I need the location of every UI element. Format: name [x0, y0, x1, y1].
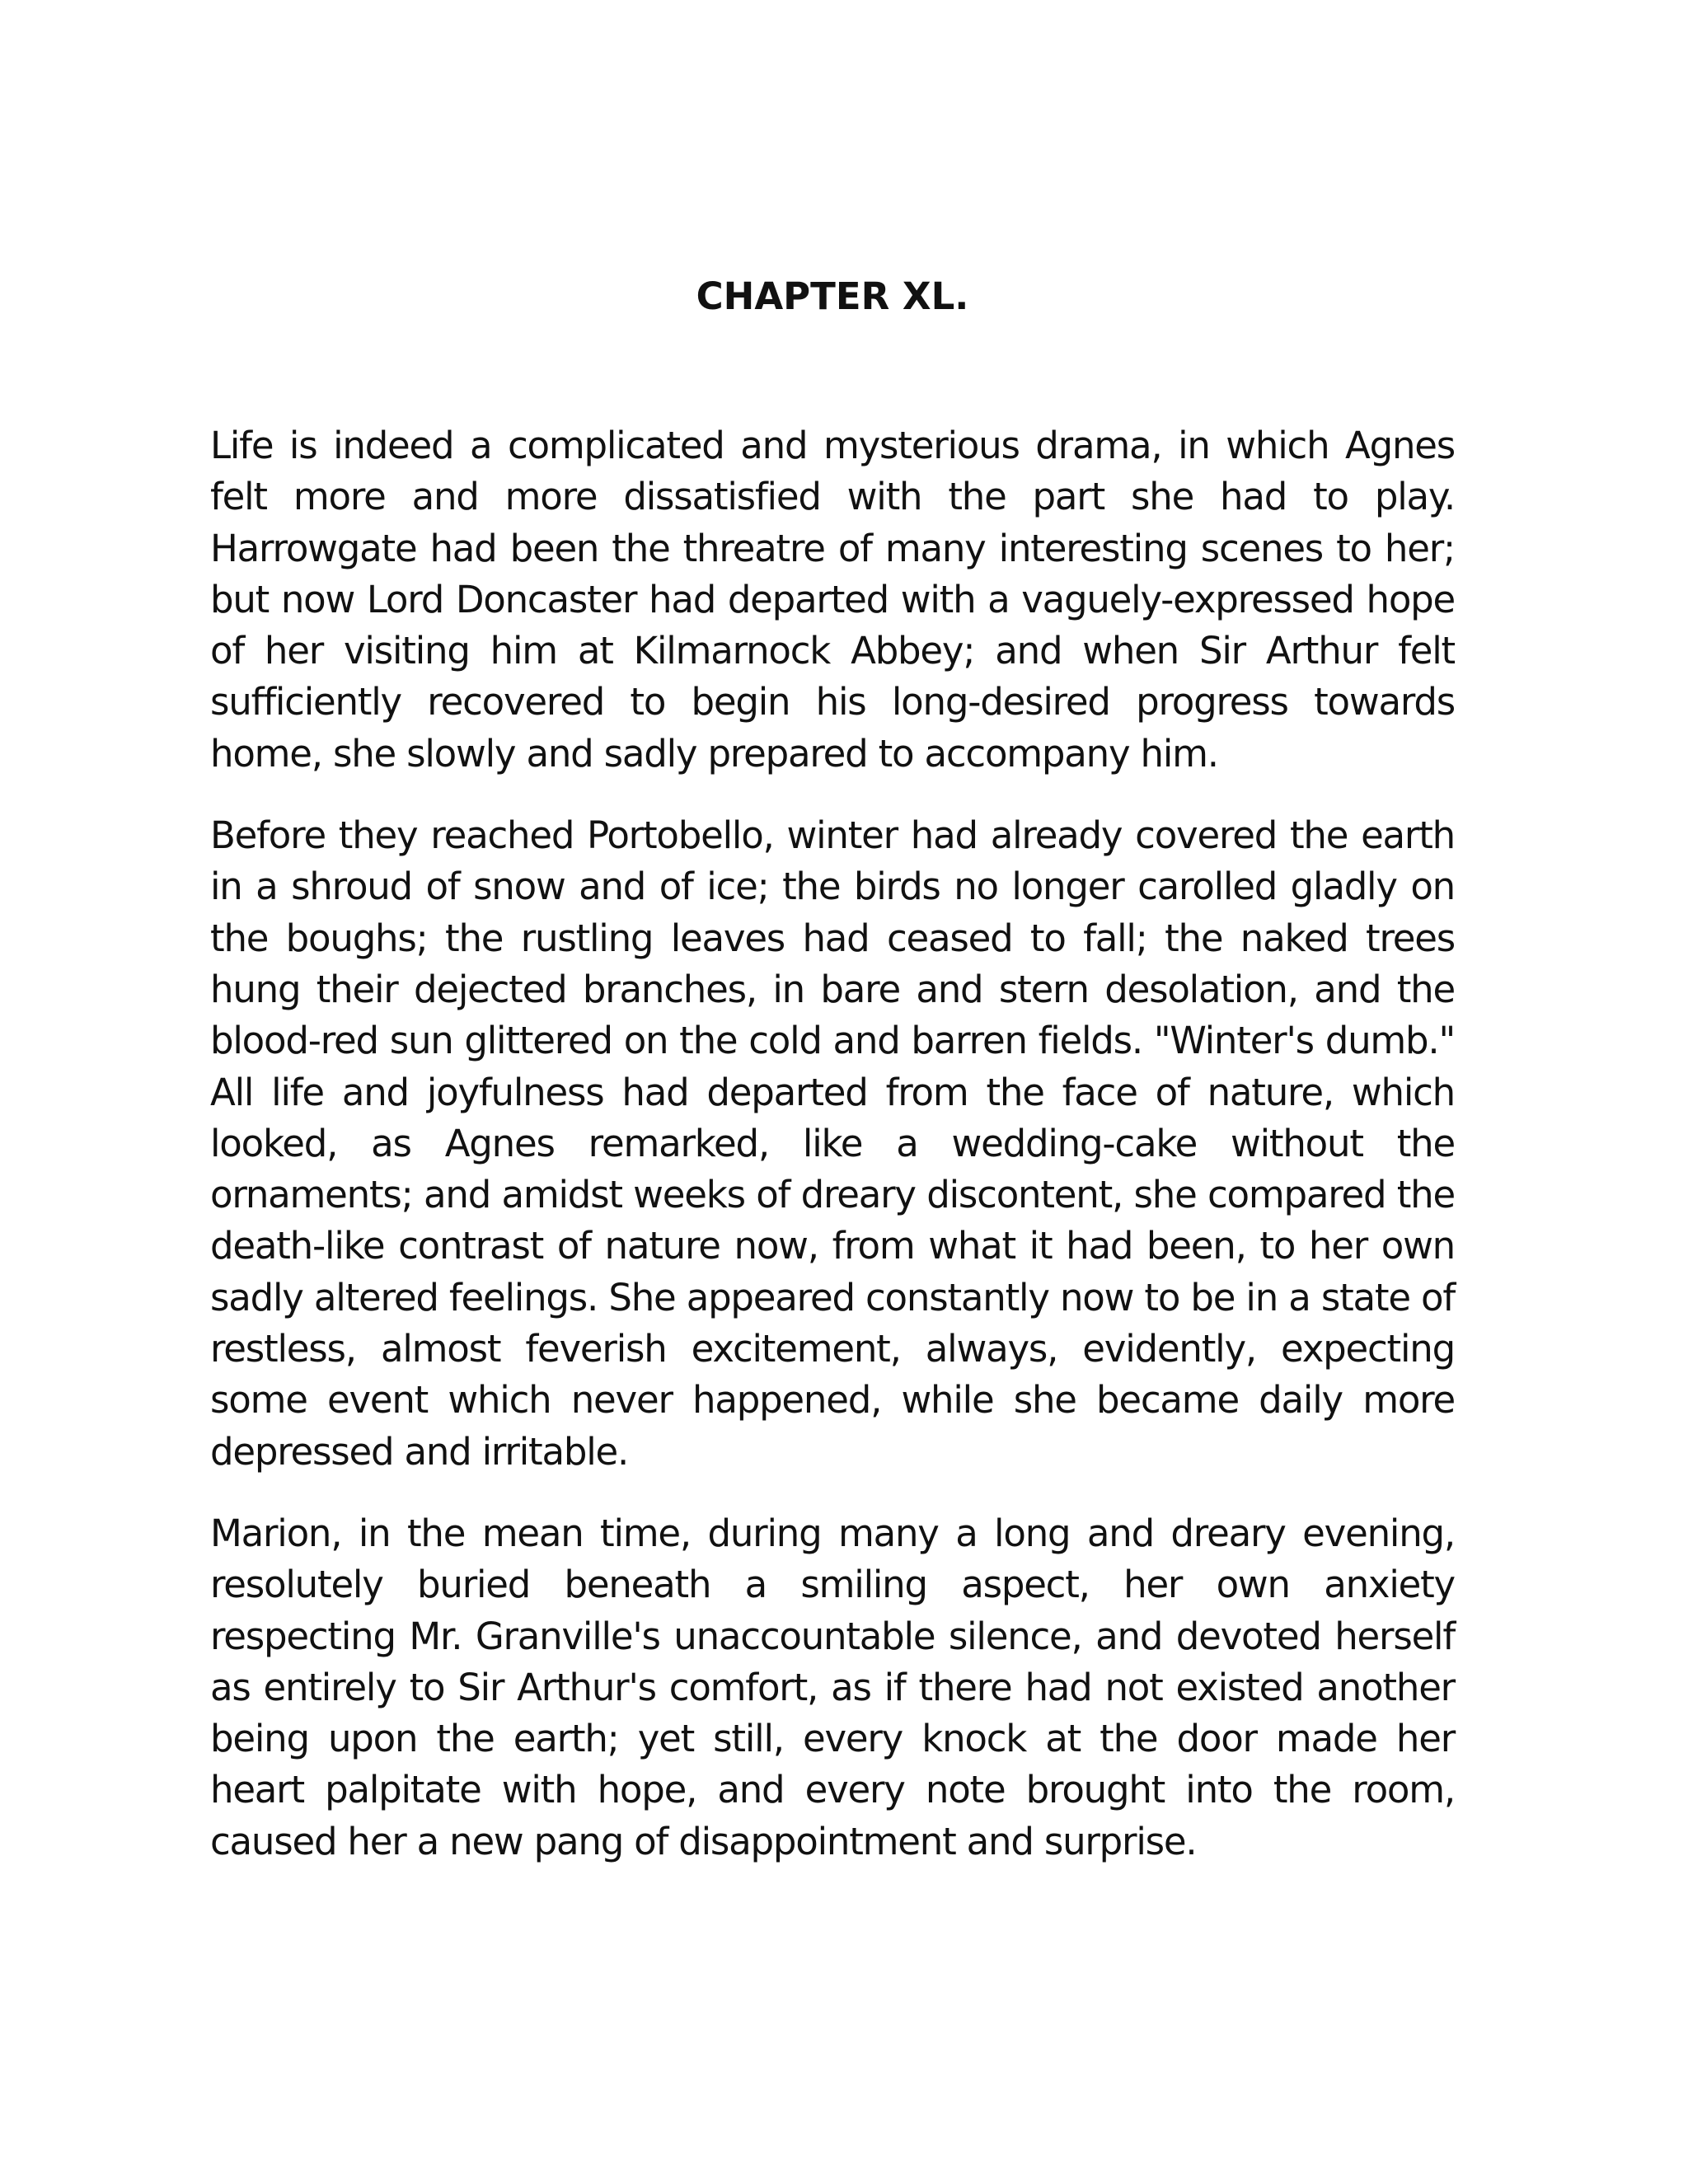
paragraph-2: Before they reached Portobello, winter had already covered the earth in a shroud of snow and of ice; the birds no longer carolled gladly on the boughs; the rustling leaves had ceased to fall; the naked trees hung their dejected branches, in bare and stern desolation, and the blood-red sun glittered on the cold and barren fields. "Winter's dumb." All life and joyfulness had departed from the face of nature, which looked, as Agnes remarked, like a wedding-cake without the ornaments; and amidst weeks of dreary discontent, she compared the death-like contrast of nature now, from what it had been, to her own sadly altered feelings. She appeared constantly now to be in a state of restless, almost feverish excitement, always, evidently, expecting some event which never happened, while she became daily more depressed and irritable.: [210, 813, 1455, 1474]
paragraph-1: Life is indeed a complicated and mysterious drama, in which Agnes felt more and more dissatisfied with the part she had to play. Harrowgate had been the threatre of many interesting scenes to her; but now Lord Doncaster had departed with a vaguely-expressed hope of her visiting him at Kilmarnock Abbey; and when Sir Arthur felt sufficiently recovered to begin his long-desired progress towards home, she slowly and sadly prepared to accompany him.: [210, 424, 1455, 776]
book-page: [210, 272, 1455, 1898]
chapter-title: CHAPTER XL.: [696, 274, 969, 318]
paragraph-3: Marion, in the mean time, during many a long and dreary evening, resolutely buried beneath a smiling aspect, her own anxiety respecting Mr. Granville's unaccountable silence, and devoted herself as entirely to Sir Arthur's comfort, as if there had not existed another being upon the earth; yet still, every knock at the door made her heart palpitate with hope, and every note brought into the room, caused her a new pang of disappointment and surprise.: [210, 1511, 1455, 1863]
